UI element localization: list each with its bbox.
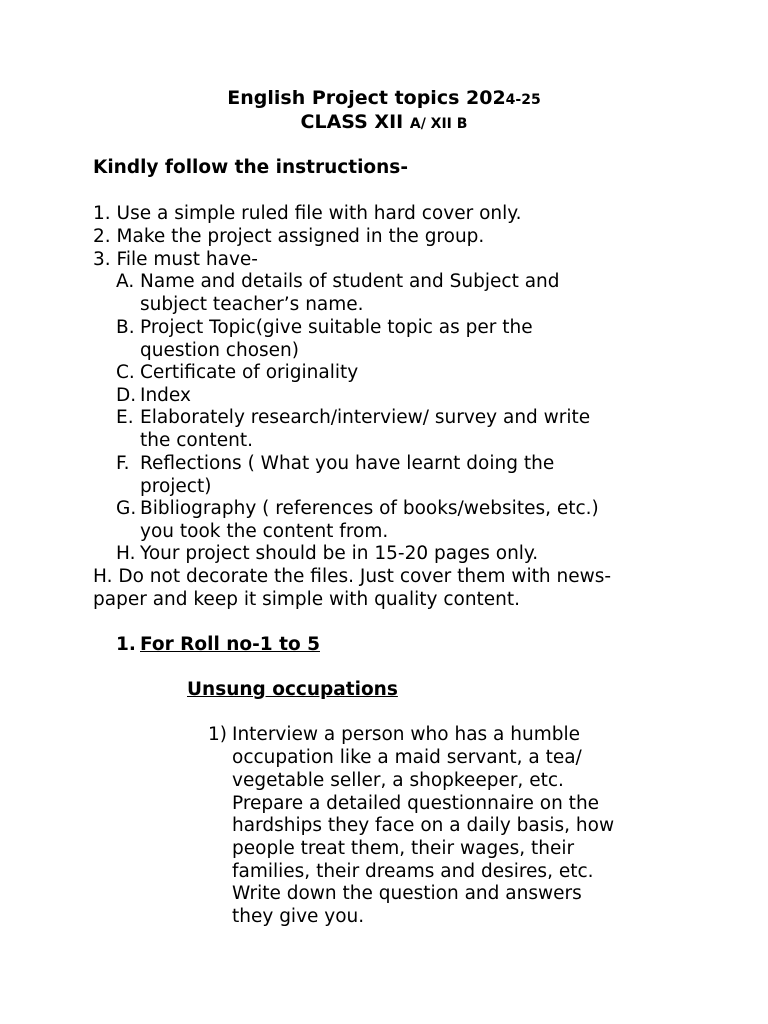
file-item-f-line-2: project) <box>140 476 212 497</box>
file-item-b-line-1: Project Topic(give suitable topic as per the <box>140 317 533 338</box>
question-1-line-9: they give you. <box>232 906 365 927</box>
note-line-2: paper and keep it simple with quality content. <box>93 589 521 610</box>
file-item-f-label: F. <box>116 453 130 474</box>
section-1-heading: For Roll no-1 to 5 <box>140 634 320 655</box>
title-main: English Project topics 202 <box>227 87 506 109</box>
file-item-d-label: D. <box>116 385 137 406</box>
question-1-line-5: hardships they face on a daily basis, how <box>232 815 615 836</box>
file-item-b-label: B. <box>116 317 135 338</box>
file-item-a-line-1: Name and details of student and Subject and <box>140 271 560 292</box>
file-item-g-line-2: you took the content from. <box>140 521 389 542</box>
file-item-g-line-1: Bibliography ( references of books/websites, etc.) <box>140 498 599 519</box>
document-title <box>0 86 768 112</box>
file-item-h-label: H. <box>116 543 136 564</box>
question-1-line-4: Prepare a detailed questionnaire on the <box>232 793 600 814</box>
note-line-1: H. Do not decorate the files. Just cover them with news- <box>93 566 612 587</box>
file-item-e-label: E. <box>116 407 134 428</box>
question-1-line-1: Interview a person who has a humble <box>232 724 581 745</box>
file-item-f-line-1: Reflections ( What you have learnt doing the <box>140 453 555 474</box>
section-1-topic: Unsung occupations <box>187 679 398 700</box>
file-item-g-label: G. <box>116 498 137 519</box>
question-1-line-3: vegetable seller, a shopkeeper, etc. <box>232 770 564 791</box>
class-sections: A/ XII B <box>409 116 468 132</box>
question-1-line-2: occupation like a maid servant, a tea/ <box>232 747 582 768</box>
file-item-e-line-1: Elaborately research/interview/ survey and write <box>140 407 591 428</box>
class-title <box>0 110 768 136</box>
title-year-suffix: 4-25 <box>505 92 541 108</box>
instruction-1: 1. Use a simple ruled file with hard cover only. <box>93 203 522 224</box>
file-item-c-line-1: Certificate of originality <box>140 362 359 383</box>
instruction-3: 3. File must have- <box>93 249 258 270</box>
question-1-line-7: families, their dreams and desires, etc. <box>232 861 594 882</box>
file-item-e-line-2: the content. <box>140 430 253 451</box>
instruction-2: 2. Make the project assigned in the group. <box>93 226 485 247</box>
section-1-number: 1. <box>116 634 136 655</box>
class-main: CLASS XII <box>300 111 404 133</box>
file-item-d-line-1: Index <box>140 385 191 406</box>
file-item-b-line-2: question chosen) <box>140 340 299 361</box>
question-1-label: 1) <box>208 724 227 745</box>
question-1-line-6: people treat them, their wages, their <box>232 838 575 859</box>
file-item-a-line-2: subject teacher’s name. <box>140 294 364 315</box>
file-item-c-label: C. <box>116 362 135 383</box>
question-1-line-8: Write down the question and answers <box>232 883 582 904</box>
instructions-heading: Kindly follow the instructions- <box>93 157 408 178</box>
file-item-h-line-1: Your project should be in 15-20 pages only. <box>140 543 539 564</box>
file-item-a-label: A. <box>116 271 135 292</box>
